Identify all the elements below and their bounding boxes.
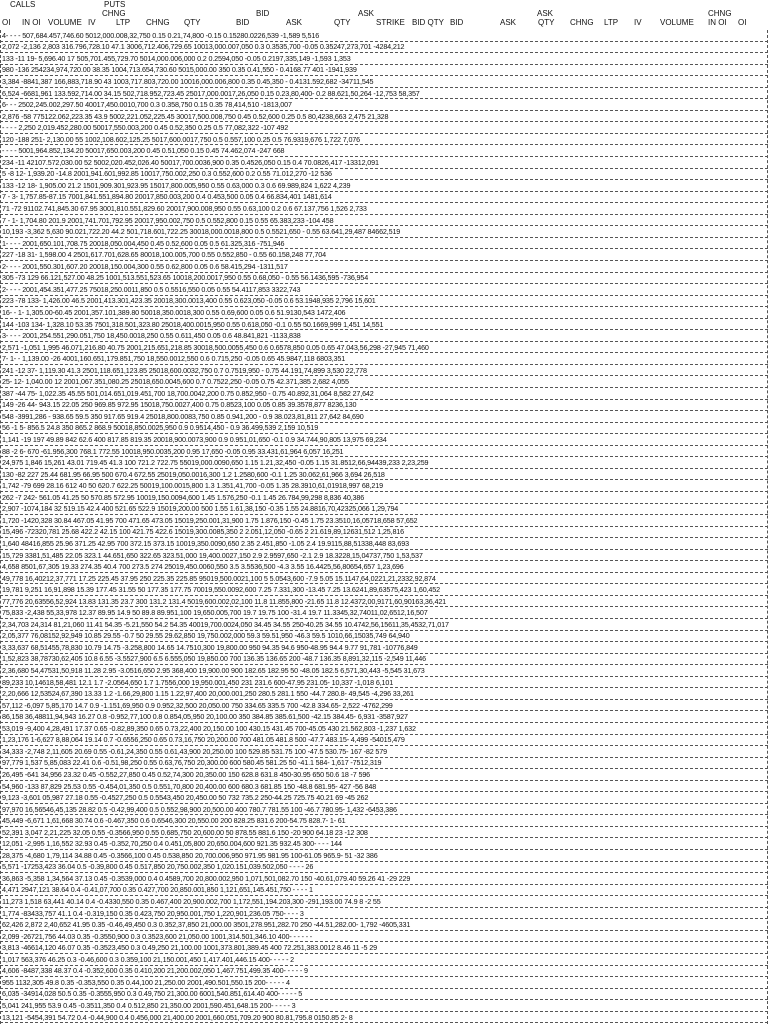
row-values: 6,035 -34914,028 50.5 0.35 -0.3555,950 0.3 0.49,750 21,300.00 6001,540.851,614.40 400- - - - - 5	[2, 989, 303, 999]
table-row	[0, 896, 768, 908]
row-values: 2,099 -26721,756 44.03 0.35 -0.3550,900 0.3 0.3523,600 21,050.00 1001,314.501,346.10 400- - - - - -	[2, 931, 313, 941]
row-values: 980 -136 254234,974,720.00 38.35 1004,713.654,730.60 5015,000.00 350 0.35 0.41,550 - 0.4168.77 401 -1941,939	[2, 65, 357, 75]
col-put-oi: OI	[738, 18, 747, 27]
col-chng-in-oi: IN OI	[22, 18, 41, 27]
row-values: 3,813 -46614,120 46.07 0.35 -0.3523,450 0.3 0.49,250 21,100.00 1001,373.801,389.45 400 72.251,383.0012 8.46 11 -5 29	[2, 943, 377, 953]
row-values: 955 1132,305 49.8 0.35 -0.353,550 0.35 0.44,100 21,250.00 2001,490.501,550.15 200- - - - - 4	[2, 977, 290, 987]
row-values: 11,273 1,518 63,441 40.14 0.4 -0.4330,550 0.35 0.467,400 20,900.002,700 1,172,551,194.203,300 -291,193.00 74.9 8 -2 55	[2, 897, 381, 907]
row-values: 15,729 3381,51,485 22.05 323.1 44.651,650 322.65 323.51,000 19,400.0027,150 2.9 2.9597,650 -2.1 2.9 18.3228,15,04737,750 1,53,537	[2, 550, 423, 560]
table-row	[0, 249, 768, 261]
table-row	[0, 76, 768, 88]
table-row	[0, 538, 768, 550]
table-row	[0, 411, 768, 423]
row-values: 2,571 -1,051 1,995 46.071,216.80 40.75 2001,215.651,218.85 30018,500.0055,450 0.6 0.6578,850 0.05 0.65 47.043,56,298 -27,945 71,460	[2, 342, 429, 352]
ask-put-header-top: ASK	[537, 9, 554, 18]
table-row	[0, 469, 768, 481]
table-row	[0, 942, 768, 954]
table-row	[0, 619, 768, 631]
table-row	[0, 908, 768, 920]
table-row	[0, 873, 768, 885]
row-values: 1,640 48416,855 25.96 371.25 42.95 700 372.15 373.15 10019,350.0090,650 2.35 2.451,850 -1.05 2.4 19.9115,88,51338,448 83,693	[2, 538, 409, 548]
table-row	[0, 584, 768, 596]
table-row	[0, 919, 768, 931]
row-values: 25- 12- 1,040.00 12 2001,067.351,080.25 25018,650.0045,600 0.7 0.7522,250 -0.05 0.75 42.371,385 2,682 4,055	[2, 377, 349, 387]
row-values: 57,112 -6,097 5,85,170 14.7 0.9 -1.151,69,950 0.9 0.952,32,500 20,050.00 750 334.65 335.5 700 -42.8 334.65- 2,522 -4762,299	[2, 700, 393, 710]
table-row	[0, 330, 768, 342]
row-values: 97,779 1,537 5,85,083 22.41 0.6 -0.51,98,250 0.55 0.63,76,750 20,300.00 600 580.45 581.25 50 -41.1 584- 1,617 -7512,319	[2, 758, 382, 768]
row-values: 88 -2 6- 670 -61.956,300 768.1 772.55 10018,950.0035,200 0.95 17,650 -0.05 0.95 33.431,61,964 6,057 16,251	[2, 446, 344, 456]
table-header	[0, 0, 768, 30]
table-row	[0, 827, 768, 839]
table-row	[0, 388, 768, 400]
table-row	[0, 608, 768, 620]
row-values: 4,658 8501,67,305 19.33 274.35 40.4 700 273.5 274 25019,450.0060,550 3.5 3.5536,500 -4.3 3.55 16.4425,56,80654,657 1,23,696	[2, 562, 404, 572]
row-values: 2- - - - 2001,454.351,477.25 75018,250.0011,850 0.5 0.5516,550 0.05 0.55 54.4117,853 3322,743	[2, 284, 301, 294]
ask-header-top: ASK	[358, 9, 375, 18]
row-values: 34,333 -2,748 2,11,605 20.69 0.55 -0.61,24,350 0.55 0.61,43,900 20,250.00 100 529.85 531.75 100 -47.5 530.75- 167 -82 579	[2, 746, 387, 756]
row-values: 77,776 20,63556,52,924 13.83 131.35 23.7 300 131.2 131.4 5019,600.002,02,100 11.8 11.855,800 -21.65 11.8 12.4372,00,9171,60,90163,36,421	[2, 596, 447, 606]
table-row	[0, 307, 768, 319]
table-row	[0, 284, 768, 296]
row-values: 7- 1- - 1,139.00 -26 4001,160.651,179.851,750 18,550.0012,550 0.6 0.715,250 -0.05 0.65 45.9847,118 6803,351	[2, 354, 346, 364]
row-values: 133 -11 19- 5,696.40 17 505,701.455,729.70 5014,000.006,000 0.2 0.2594,050 -0.05 0.2197,335,149 -1,593 1,353	[2, 53, 351, 63]
col-put-chng-in-oi: IN OI	[708, 18, 727, 27]
row-values: 28,375 -4,680 1,79,114 34.88 0.45 -0.3566,100 0.45 0.538,850 20,700.006,950 971.95 981.95 100-61.05 965.9- 51 -32 386	[2, 850, 378, 860]
table-row	[0, 30, 768, 42]
table-row	[0, 296, 768, 308]
row-values: 2,05,377 76,08152,92,949 10.85 29.55 -0.7 50 29.55 29.62,850 19,750.002,000 59.3 59.51,950 -46.3 59.5 1010,66,15035,749 64,940	[2, 631, 410, 641]
table-row	[0, 688, 768, 700]
row-values: 4,471 2947,121 38.64 0.4 -0.41,07,700 0.35 0.427,700 20,850.001,850 1,121,651,145.451,750 - - - - 1	[2, 885, 313, 895]
table-row	[0, 931, 768, 943]
row-values: 13,121 -5454,391 54.72 0.4 -0.44,900 0.4 0.456,000 21,400.00 2001,660.051,709.20 900 80.81,795.8 0150.85 2- 8	[2, 1012, 353, 1022]
col-bid: BID	[236, 18, 250, 27]
row-values: 53,019 -9,400 4,28,491 17.37 0.65 -0.82,89,350 0.65 0.73,22,400 20,150.00 100 430.15 431.45 700-45.05 430 21.562,803 -1,237 1,632	[2, 723, 416, 733]
col-put-iv: IV	[634, 18, 642, 27]
table-row	[0, 862, 768, 874]
row-values: 1- - - - 2001,650.101,708.75 20018,050.004,450 0.45 0.52,600 0.05 0.5 61.325,316 -751,946	[2, 238, 285, 248]
row-values: 24,975 1,846 15,261 43.01 719.45 41.3 100 721.2 722.75 55019,000.0090,650 1.15 1.21,32,450 -0.05 1.15 31.8512,66,94439,233 2,23,259	[2, 458, 429, 468]
table-row	[0, 758, 768, 770]
table-row	[0, 735, 768, 747]
row-values: 2,072 -2,136 2,803 316.796,728.10 47.1 3006,712.406,729.65 10013,000.007,050 0.3 0.3535,700 -0.05 0.35247,273,701 -4284,212	[2, 42, 405, 52]
table-row	[0, 192, 768, 204]
row-values: 241 -12 37- 1,119.30 41.3 2501,118.651,123.85 25018,600.0032,750 0.7 0.7519,950 - 0.75 44.191,74,899 3,530 22,778	[2, 365, 367, 375]
table-row	[0, 769, 768, 781]
table-row	[0, 885, 768, 897]
col-put-bid: BID	[450, 18, 464, 27]
table-row	[0, 134, 768, 146]
row-values: 3,384 -8841,387 166,883,718.90 43 1003,717.803,720.00 10016,000.006,800 0.35 0.45,350 - 0.4131.592,682 -34711,545	[2, 76, 374, 86]
table-row	[0, 677, 768, 689]
row-values: 227 -18 31- 1,598.00 4 2501,617.701,628.65 80018,100.005,700 0.55 0.552,850 - 0.55 60.158,248 77,704	[2, 250, 326, 260]
col-chng: CHNG	[146, 18, 170, 27]
col-strike: STRIKE	[376, 18, 405, 27]
row-values: 49,778 16,40212,37,771 17.25 225.45 37.95 250 225.35 225.85 95019,500.0021,100 5 5.0543,600 -7.9 5.05 15.1147,64,0221,21,2332,92,874	[2, 573, 436, 583]
table-row	[0, 180, 768, 192]
row-values: 4- - - - 507,684.457,746.60 5012,000.008,32,750 0.15 0.21,74,800 -0.15 0.15280.0226,539 -1,589 5,516	[2, 30, 320, 40]
bid-header-top: BID	[256, 9, 270, 18]
row-values: 12,051 -2,995 1,16,552 32.93 0.45 -0.352,70,250 0.4 0.451,05,800 20,650.004,600 921.35 932.45 300- - - - 144	[2, 839, 342, 849]
row-values: 1,720 -1420,328 30.84 467.05 41.95 700 471.65 473.05 15019,250.001,31,900 1.75 1.876,150 -0.45 1.75 23.3510,16,05718,658 57,652	[2, 515, 418, 525]
table-row	[0, 850, 768, 862]
table-row	[0, 446, 768, 458]
table-row	[0, 966, 768, 978]
row-values: 130 -82 227 25.44 681.95 66.95 500 670.4 672.55 25019,050.0016,300 1.2 1.2580,600 -0.1 1.25 30.062,61,966 3,694 26,518	[2, 469, 385, 479]
row-values: - - - - 5001,964.852,134.20 50017,650.003,200 0.45 0.51,050 0.15 0.45 74.462,074 -247 668	[2, 146, 285, 156]
row-values: 149 -26 44- 943.15 22.05 250 969.85 972.95 15018,750.0027,400 0.75 0.8523,100 0.05 0.85 39.3578,877 8236,130	[2, 400, 357, 410]
row-values: 7 - 1- 1,704.80 201.9 2001,741.701,792.95 20017,950.002,750 0.5 0.552,800 0.15 0.55 65.383,233 -104 458	[2, 215, 334, 225]
col-put-ask: ASK	[500, 18, 517, 27]
row-values: 1,742 -79 699 28.16 612 40 50 620.7 622.25 50019,100.0015,800 1.3 1.351,41,700 -0.05 1.35 28.3910,61,01918,997 68,219	[2, 481, 383, 491]
row-values: 15,496 -72320,781 25.68 422.2 42.15 100 421.75 422.6 15019,300.0085,350 2 2.051,12,050 -0.65 2 21.619,89,12631,512 1,25,816	[2, 527, 405, 537]
table-row	[0, 977, 768, 989]
row-values: 5 -8 12- 1,939.20 -14.8 2001,941.601,992.85 10017,750.002,250 0.3 0.552,600 0.2 0.55 71.012,270 -12 536	[2, 169, 332, 179]
table-row	[0, 527, 768, 539]
col-put-chng: CHNG	[570, 18, 594, 27]
row-values: 19,781 9,251 16,91,898 15.39 177.45 31.55 50 177.35 177.75 70019,550.0092,600 7.25 7.331,300 -13.45 7.25 13.6241,89,63575,423 1,60,452	[2, 585, 440, 595]
table-row	[0, 238, 768, 250]
col-ask-qty: QTY	[334, 18, 351, 27]
table-row	[0, 504, 768, 516]
table-row	[0, 804, 768, 816]
row-values: 144 -103 134- 1,328.10 53.35 7501,318.501,323.80 25018,400.0015,950 0.55 0.618,050 -0.1 0.55 50.1669,999 1,451 14,551	[2, 319, 384, 329]
row-values: 548 -3991,286 - 938.65 59.5 350 917.65 919.4 25018,800.0083,750 0.85 0.941,200 - 0.9 38.023,81,811 27,642 84,690	[2, 411, 364, 421]
row-values: 16- - 1- 1,305.00-60.45 2001,357.101,389.80 50018,350.0018,300 0.55 0.69,600 0.05 0.6 51.9130,543 1472,406	[2, 307, 346, 317]
options-chain-table	[0, 30, 768, 1024]
row-values: 10,193 -3,362 5,630 90.021,722.20 44.2 501,718.601,722.25 30018,000.0018,800 0.5 0.5521,650 - 0.55 63.641,29,487 84662,519	[2, 227, 401, 237]
table-row	[0, 550, 768, 562]
table-row	[0, 457, 768, 469]
table-row	[0, 839, 768, 851]
table-row	[0, 65, 768, 77]
row-values: 1,141 -19 197 49.89 842 62.6 400 817.85 819.35 20018,900.0073,900 0.9 0.951,01,650 -0.1 0.9 34.744,90,805 13,975 69,234	[2, 435, 387, 445]
row-values: 3- - - - 2001,254.551,290.051,750 18,450.0018,250 0.55 0.611,450 0.05 0.6 48.841,821 -1133,838	[2, 331, 301, 341]
table-row	[0, 203, 768, 215]
puts-label: PUTS	[104, 0, 126, 9]
row-values: 56 -1 5- 856.5 24.8 350 865.2 868.9 50018,850.0025,950 0.9 0.9514,450 - 0.9 36.499,539 2,159 10,519	[2, 423, 319, 433]
table-row	[0, 169, 768, 181]
col-ask: ASK	[286, 18, 303, 27]
table-row	[0, 561, 768, 573]
row-values: 97,970 16,56546,45,135 28.82 0.5 -0.42,99,400 0.5 0.552,98,900 20,500.00 400 780.7 781.55 100 -46.7 780.95- 1,432 -6453,386	[2, 804, 397, 814]
row-values: 9,123 -3,601 05,987 27.18 0.55 -0.4527,250 0.5 0.5543,450 20,450.00 50 732 735.2 250-44.25 725.75 40.21 69 -45 262	[2, 793, 369, 803]
table-row	[0, 781, 768, 793]
table-row	[0, 342, 768, 354]
col-bid-qty: QTY	[184, 18, 201, 27]
row-values: 1,017 563,376 46.25 0.3 -0.46,600 0.3 0.359,100 21,150.001,450 1,417.401,446.15 400- - - - - 2	[2, 954, 295, 964]
row-values: 86,158 36,48811,94,943 16.27 0.8 -0.952,77,100 0.8 0.854,05,950 20,100.00 350 384.85 385.61,500 -42.15 384.45- 6,931 -3587,927	[2, 712, 408, 722]
row-values: 1,23,176 1-6,627 8,88,064 19.14 0.7 -0.6556,250 0.65 0.73,16,750 20,200.00 700 481.05 481.8 500 -47.7 483.15- 4,499 -54015,479	[2, 735, 405, 745]
table-row	[0, 596, 768, 608]
table-row	[0, 53, 768, 65]
row-values: 75,833 -2,438 55,33,978 12.37 89.95 14.9 50 89.8 89.951,100 19,650.005,700 19.7 19.75 100 -31.4 19.7 11.3345,32,74011,02,6512,16,507	[2, 608, 428, 618]
table-row	[0, 654, 768, 666]
row-values: 5,571 -17253,423 36.04 0.5 -0.39,800 0.45 0.517,850 20,750.002,350 1,020.151,039.502,050 - - - - 26	[2, 862, 314, 872]
row-values: 1,774 -83433,757 41.1 0.4 -0.319,150 0.35 0.423,750 20,950.001,750 1,220,901,236.05 750- - - - 3	[2, 908, 304, 918]
row-values: 3,33,637 68,51455,78,830 10.79 14.75 -3.258,800 14.65 14.7510,300 19,800.00 950 94.35 94.6 950-48.95 94.4 9.77 91,781 -10776,849	[2, 642, 418, 652]
table-row	[0, 423, 768, 435]
table-row	[0, 88, 768, 100]
chng-header-top: CHNG	[102, 9, 126, 18]
table-row	[0, 815, 768, 827]
table-row	[0, 515, 768, 527]
row-values: 45,449 -6,671 1,61,668 30.74 0.6 -0.467,350 0.6 0.6546,300 20,550.00 200 828.25 831.6 200-54.75 828.7- 1- 61	[2, 816, 346, 826]
table-row	[0, 746, 768, 758]
row-values: 2,907 -1074,184 32 519.15 42.4 400 521.65 522.9 15019,200.00 500 1.55 1.61,38,150 -0.35 1.55 24.8816,70,42325,066 1,29,794	[2, 504, 399, 514]
table-row	[0, 480, 768, 492]
row-values: 305 -73 129 66.121,527.00 48.25 1001,513.551,523.65 10018,200.0017,950 0.55 0.68,050 - 0.55 56.1436,595 -736,954	[2, 273, 369, 283]
row-values: 2,34,703 24,314 81,21,060 11.41 54.35 -5.21,550 54.2 54.35 40019,700.0024,050 34.45 34.55 250-40.25 34.55 10.4742,56,15611,35,4532,71,017	[2, 619, 449, 629]
row-values: 6,524 -6681,961 133.592,714.00 34.15 502,718.952,723.45 25017,000.0017,26,050 0.15 0.23,80,400- 0.2 88.621,50,264 -12,753 58,357	[2, 88, 420, 98]
table-row	[0, 122, 768, 134]
table-row	[0, 700, 768, 712]
table-row	[0, 642, 768, 654]
row-values: 2,36,680 54,47531,50,918 11.28 2.95 -3.0516,650 2.95 368,400 19,900.00 900 182.65 182.95 50 -48.05 182.5 6,571,30,443 -5,545 31,673	[2, 666, 425, 676]
row-values: 1,52,823 38,78730,62,405 10.8 6.55 -3.5527,900 6.5 6.555,050 19,850.00 700 136.35 136.65 200 -48.7 136.35 8,891,32,115 -2,549 11,446	[2, 654, 426, 664]
chng-put-header-top: CHNG	[708, 9, 732, 18]
table-row	[0, 157, 768, 169]
table-row	[0, 573, 768, 585]
row-values: 120 -188 251- 2,130.00 55 1002,108.602,125.25 5017,600.0017,750 0.5 0.557,100 0.25 0.5 76.9319,676 1,722 7,076	[2, 134, 360, 144]
table-row	[0, 1012, 768, 1024]
table-row	[0, 400, 768, 412]
row-values: 26,495 -641 34,956 23.32 0.45 -0.552,27,850 0.45 0.52,74,300 20,350.00 150 628.8 631.8 450-30.95 650 50.6 18 -7 596	[2, 769, 371, 779]
row-values: 36,863 -5,358 1,34,564 37.13 0.45 -0.3539,000 0.4 0.4589,700 20,800.002,950 1,071,501,082.70 150 -40.61,079.40 59.26 41 -29 229	[2, 873, 411, 883]
col-put-ask-qty: QTY	[538, 18, 555, 27]
table-row	[0, 146, 768, 158]
row-values: 7 - 3- 1,757.85-87.15 7001,841.551,894.80 20017,850.003,200 0.4 0.453,500 0.05 0.4 66.834,401 1481,614	[2, 192, 332, 202]
row-values: 52,391 3,047 2,21,225 32.05 0.55 -0.3566,950 0.55 0.685,750 20,600.00 50 878.55 881.6 150 -20 900 64.18 23 -12 308	[2, 827, 368, 837]
row-values: 2- - - - 2001,550.301,607.20 20018,150.004,300 0.55 0.62,800 0.05 0.6 58.415,294 -1311,517	[2, 261, 288, 271]
row-values: 2,876 -58 775122.062,223.35 43.9 5002,221.052,225.45 30017,500.008,750 0.45 0.52,600 0.25 0.5 80,4238,663 2,475 21,328	[2, 111, 389, 121]
col-put-ltp: LTP	[604, 18, 619, 27]
table-row	[0, 261, 768, 273]
table-row	[0, 365, 768, 377]
table-row	[0, 492, 768, 504]
table-row	[0, 723, 768, 735]
table-row	[0, 111, 768, 123]
row-values: 71 -72 91102.741,845.30 67.95 3001,810.551,829.60 20017,900.008,950 0.55 0.63,100 0.2 0.6 67.137,756 1,526 2,733	[2, 204, 367, 214]
table-row	[0, 989, 768, 1001]
table-row	[0, 319, 768, 331]
table-row	[0, 377, 768, 389]
table-row	[0, 665, 768, 677]
col-put-bid-qty: BID QTY	[412, 18, 445, 27]
table-row	[0, 434, 768, 446]
row-values: 5,041 241,955 53.9 0.45 -0.3511,350 0.4 0.512,850 21,350.00 2001,590.451,648.15 200- - - - - 3	[2, 1000, 296, 1010]
table-row	[0, 711, 768, 723]
col-ltp: LTP	[116, 18, 131, 27]
table-row	[0, 353, 768, 365]
row-values: 89,233 10,14618,58,481 12.1 1.7 -2.0564,650 1.7 1.7556,000 19,950.001,450 231 231.6 600-47.95 231.05- 10,337 -1,018 6,101	[2, 677, 394, 687]
row-values: 54,960 -133 87,829 25.53 0.55 -0.454,01,350 0.5 0.551,70,800 20,400.00 600 680.3 681.85 150 -48.8 681.95- 427 -56 848	[2, 781, 377, 791]
row-values: - - - - 2,250 2,019.452,280.00 50017,550.003,200 0.45 0.52,350 0.25 0.5 77,082,322 -107 492	[2, 123, 289, 133]
table-row	[0, 99, 768, 111]
row-values: 2,20,666 12,53524,67,390 13.33 1.2 -1.66,29,800 1.15 1.22,97,400 20,000.001,250 280.5 281.1 550 -44.7 280.8- 49,545 -4,296 33,261	[2, 689, 414, 699]
table-row	[0, 954, 768, 966]
col-oi: OI	[2, 18, 11, 27]
row-values: 62,426 2,872 2,40,652 41.95 0.35 -0.46,49,450 0.3 0.352,37,850 21,000.00 3501,278.951,282.70 250 -44.51,282.00- 1,792 -4605,331	[2, 920, 411, 930]
row-values: 223 -78 133- 1,426.00 46.5 2001,413.301,423.35 20018,300.0013,400 0.55 0.623,050 -0.05 0.6 53.1948,935 2,796 15,601	[2, 296, 376, 306]
col-iv: IV	[88, 18, 96, 27]
table-row	[0, 631, 768, 643]
calls-label: CALLS	[10, 0, 36, 9]
row-values: 234 -11 42107.572,030.00 52 5002,020.452,026.40 50017,700.0036,900 0.35 0.4526,050 0.15 0.4 70.0826,417 -13312,091	[2, 157, 379, 167]
col-put-volume: VOLUME	[660, 18, 694, 27]
table-row	[0, 42, 768, 54]
table-row	[0, 226, 768, 238]
row-values: 133 -12 18- 1,905.00 21.2 1501,909.301,923.95 15017,800.005,950 0.55 0.63,000 0.3 0.6 69.989,824 1,622 4,239	[2, 180, 351, 190]
table-row	[0, 273, 768, 285]
table-row	[0, 792, 768, 804]
row-values: 387 -44 75- 1,022.35 45.55 501,014.651,019.451,700 18,700.0042,200 0.75 0.852,950 - 0.75 40.892,31,064 8,582 27,642	[2, 388, 374, 398]
table-row	[0, 215, 768, 227]
row-values: 4,606 -8487,338 48.37 0.4 -0.352,600 0.35 0.410,200 21,200.002,050 1,467.751,499.35 400- - - - - 9	[2, 966, 308, 976]
col-volume: VOLUME	[48, 18, 82, 27]
row-values: 262 -7 242- 561.05 41.25 50 570.85 572.95 10019,150.0094,600 1.45 1.576,250 -0.1 1.45 26.784,99,298 8,836 40,386	[2, 492, 365, 502]
table-row	[0, 1000, 768, 1012]
row-values: 6- - - 2502,245.002,297.50 40017,450.0010,700 0.3 0.358,750 0.15 0.35 78,414,510 -1813,007	[2, 100, 292, 110]
